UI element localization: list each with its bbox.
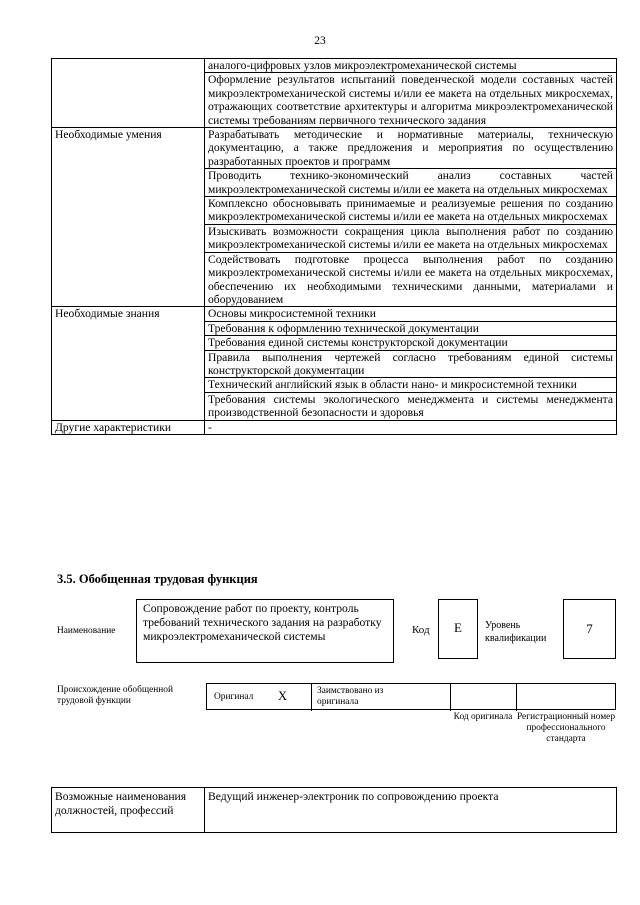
- positions-value: Ведущий инженер-электроник по сопровождению проекта: [205, 788, 617, 833]
- name-label: Наименование: [57, 626, 116, 636]
- row-label: [52, 59, 205, 128]
- code-original-cell: [451, 684, 517, 711]
- original-label: Оригинал: [214, 692, 254, 702]
- borrowed-cell: [312, 684, 451, 711]
- table-row: [52, 788, 617, 833]
- row-label-other: Другие характеристики: [52, 420, 205, 434]
- table-cell: Требования системы экологического менеджмента и системы менеджмента производственной безопасности и здоровья: [205, 392, 617, 420]
- function-name-box: Сопровождение работ по проекту, контроль требований технического задания на разработку микроэлектромеханической системы: [136, 599, 394, 663]
- code-label: Код: [412, 624, 430, 636]
- table-cell: Основы микросистемной техники: [205, 307, 617, 321]
- table-cell: -: [205, 420, 617, 434]
- borrowed-label: Заимствовано из оригинала: [317, 686, 384, 707]
- table-cell: Изыскивать возможности сокращения цикла выполнения работ по созданию микроэлектромеханической системы и/или ее макета на отдельных микросхемах: [205, 224, 617, 252]
- table-cell: Комплексно обосновывать принимаемые и реализуемые решения по созданию микроэлектромеханической системы и/или ее макета на отдельных микросхемах: [205, 197, 617, 225]
- positions-table: [51, 787, 617, 833]
- reg-number-cell: [517, 684, 615, 711]
- table-cell: Содействовать подготовке процесса выполнения работ по созданию микроэлектромеханической системы и/или ее макета на отдельных микросхемах, обеспечению их необходимыми техническими данными, материалами и оборудованием: [205, 252, 617, 307]
- table-cell: Оформление результатов испытаний поведенческой модели составных частей микроэлектромеханической системы и/или ее макета на отдельных микросхемах, отражающих соответствие архитектуры и алгоритма микроэлектромеханической системы требованиям первичного технического задания: [205, 73, 617, 128]
- table-cell: Требования единой системы конструкторской документации: [205, 336, 617, 350]
- level-label: Уровень квалификации: [485, 620, 547, 644]
- row-label-knowledge: Необходимые знания: [52, 307, 205, 420]
- table-row: [52, 307, 617, 321]
- row-label-skills: Необходимые умения: [52, 128, 205, 307]
- table-row: [52, 128, 617, 169]
- table-cell: Разрабатывать методические и нормативные материалы, техническую документацию, а также предложения и мероприятия по осуществлению разработанных проектов и программ: [205, 128, 617, 169]
- origin-label: Происхождение обобщенной трудовой функции: [57, 685, 173, 706]
- table-cell: Требования к оформлению технической документации: [205, 321, 617, 335]
- table-cell: Технический английский язык в области нано- и микросистемной техники: [205, 378, 617, 392]
- table-cell: аналого-цифровых узлов микроэлектромеханической системы: [205, 59, 617, 73]
- skills-knowledge-table: [51, 58, 617, 435]
- table-cell: Правила выполнения чертежей согласно требованиям единой системы конструкторской документации: [205, 350, 617, 378]
- table-cell: Проводить технико-экономический анализ составных частей микроэлектромеханической системы и/или ее макета на отдельных микросхемах: [205, 169, 617, 197]
- code-original-label: Код оригинала: [453, 712, 513, 722]
- original-cell: [207, 684, 312, 711]
- page-number: 23: [314, 35, 326, 47]
- code-value-box: E: [438, 599, 478, 659]
- table-row: [52, 59, 617, 73]
- reg-number-label: Регистрационный номер профессионального стандарта: [516, 712, 616, 744]
- origin-row: [206, 683, 616, 710]
- level-value-box: 7: [563, 599, 616, 659]
- section-title: 3.5. Обобщенная трудовая функция: [57, 572, 258, 586]
- table-row: [52, 420, 617, 434]
- original-mark: X: [278, 689, 288, 703]
- positions-label: Возможные наименования должностей, профессий: [52, 788, 205, 833]
